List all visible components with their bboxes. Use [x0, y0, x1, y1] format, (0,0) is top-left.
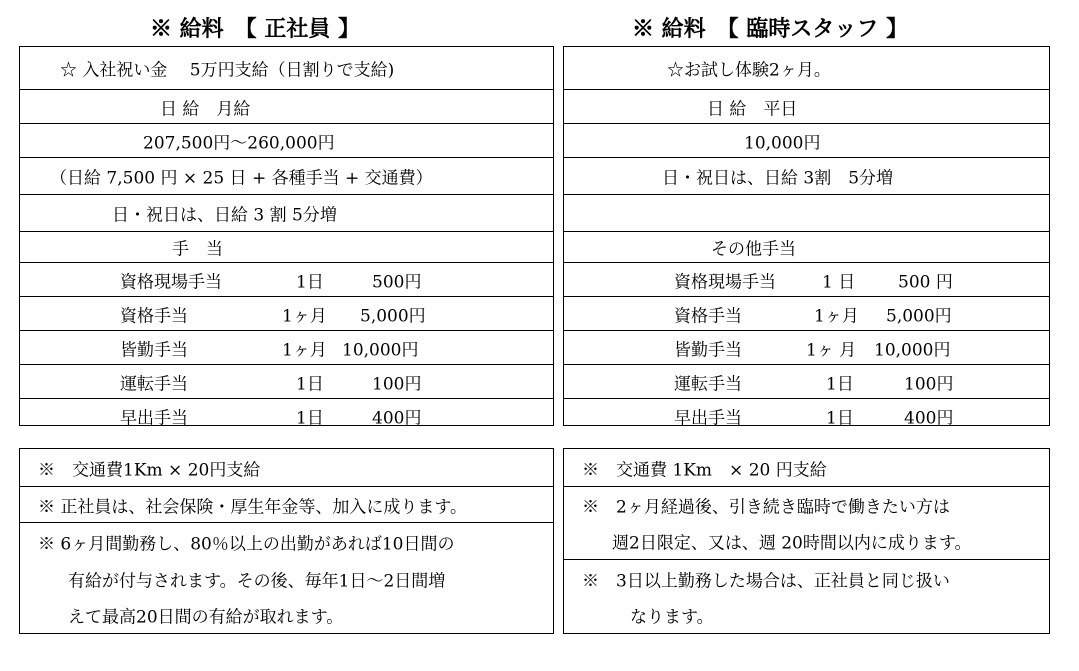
allowance-amount: 500円: [372, 272, 422, 292]
allowance-unit: 1日: [296, 408, 324, 429]
holiday-row: [564, 158, 1049, 195]
allowance-row: [20, 399, 553, 433]
fulltime-salary-table: [19, 46, 554, 429]
note-text: ※ 2ヶ月経過後、引き続き臨時で働きたい方は: [582, 497, 950, 518]
allowance-name: 運転手当: [674, 374, 742, 394]
allowance-row: [564, 399, 1049, 433]
right-section-title: ※ 給料 【 臨時スタッフ 】: [632, 16, 908, 42]
allowance-unit: 1ヶ 月: [806, 340, 857, 360]
note-text: 週2日限定、又は、週 20時間以内に成ります。: [612, 533, 972, 554]
allowance-header-row: [20, 232, 553, 263]
allowance-amount: 100円: [372, 374, 422, 394]
allowance-amount: 400円: [904, 408, 954, 429]
holiday-text: 日・祝日は、日給 3 割 5分増: [112, 205, 337, 226]
allowance-unit: 1ヶ月: [282, 306, 327, 326]
allowance-amount: 400円: [372, 408, 422, 429]
note-row: [20, 523, 553, 560]
salary-range-text: 207,500円～260,000円: [143, 133, 335, 153]
allowance-name: 資格手当: [674, 306, 742, 326]
allowance-header-text: 手 当: [172, 239, 223, 260]
allowance-unit: 1 日: [822, 272, 856, 292]
allowance-header-row: [564, 232, 1049, 263]
fulltime-notes-box: [19, 448, 554, 634]
allowance-amount: 5,000円: [886, 306, 952, 326]
holiday-text: 日・祝日は、日給 3割 5分増: [662, 168, 894, 189]
note-text: ※ 交通費1Km × 20円支給: [38, 460, 261, 480]
allowance-unit: 1ヶ月: [282, 340, 327, 360]
allowance-row: [20, 297, 553, 331]
pay-type-text: 日 給 月給: [160, 99, 251, 119]
note-text: ※ 正社員は、社会保険・厚生年金等、加入に成ります。: [38, 497, 468, 517]
note-row: [20, 449, 553, 487]
note-row: [20, 597, 553, 633]
allowance-row: [20, 365, 553, 399]
daily-wage-text: 10,000円: [744, 133, 821, 153]
pay-type-row: [564, 90, 1049, 124]
allowance-header-text: その他手当: [711, 239, 796, 260]
daily-wage-row: [564, 124, 1049, 158]
allowance-name: 早出手当: [120, 408, 188, 429]
allowance-name: 資格現場手当: [674, 272, 776, 292]
allowance-amount: 5,000円: [360, 306, 426, 326]
temp-staff-salary-table: [563, 46, 1050, 429]
allowance-amount: 500 円: [898, 272, 953, 292]
note-text: 有給が付与されます。その後、毎年1日～2日間増: [68, 571, 446, 591]
note-row: [564, 560, 1049, 597]
allowance-amount: 10,000円: [342, 340, 419, 360]
note-text: なります。: [630, 607, 714, 628]
note-row: [564, 523, 1049, 560]
allowance-unit: 1日: [296, 374, 324, 394]
allowance-row: [564, 297, 1049, 331]
blank-row: [564, 195, 1049, 232]
note-text: ※ 6ヶ月間勤務し、80％以上の出勤があれば10日間の: [38, 534, 455, 554]
allowance-name: 資格現場手当: [120, 272, 222, 292]
left-section-title: ※ 給料 【 正社員 】: [150, 16, 360, 42]
allowance-amount: 10,000円: [874, 340, 951, 360]
note-row: [564, 597, 1049, 633]
salary-range-row: [20, 124, 553, 158]
allowance-unit: 1日: [826, 408, 854, 429]
allowance-row: [564, 365, 1049, 399]
holiday-row: [20, 195, 553, 232]
allowance-unit: 1日: [826, 374, 854, 394]
bonus-text: ☆ 入社祝い金 5万円支給（日割りで支給): [60, 60, 395, 81]
allowance-name: 資格手当: [120, 306, 188, 326]
note-text: ※ 3日以上勤務した場合は、正社員と同じ扱い: [582, 571, 950, 591]
allowance-row: [20, 331, 553, 365]
allowance-name: 早出手当: [674, 408, 742, 429]
allowance-unit: 1日: [296, 272, 324, 292]
pay-type-text: 日 給 平日: [707, 99, 798, 119]
calc-text: （日給 7,500 円 × 25 日 + 各種手当 + 交通費）: [50, 168, 433, 189]
allowance-name: 皆勤手当: [120, 340, 188, 360]
pay-type-row: [20, 90, 553, 124]
note-row: [564, 449, 1049, 487]
note-row: [564, 487, 1049, 523]
note-row: [20, 487, 553, 523]
allowance-row: [564, 263, 1049, 297]
trial-text: ☆お試し体験2ヶ月。: [667, 60, 831, 81]
temp-staff-notes-box: [563, 448, 1050, 634]
allowance-name: 皆勤手当: [674, 340, 742, 360]
allowance-amount: 100円: [904, 374, 954, 394]
allowance-row: [20, 263, 553, 297]
allowance-name: 運転手当: [120, 374, 188, 394]
note-text: えて最高20日間の有給が取れます。: [68, 607, 344, 628]
note-row: [20, 560, 553, 597]
calc-row: [20, 158, 553, 195]
note-text: ※ 交通費 1Km × 20 円支給: [582, 460, 827, 480]
trial-row: [564, 47, 1049, 90]
allowance-row: [564, 331, 1049, 365]
bonus-row: [20, 47, 553, 90]
allowance-unit: 1ヶ月: [814, 306, 859, 326]
